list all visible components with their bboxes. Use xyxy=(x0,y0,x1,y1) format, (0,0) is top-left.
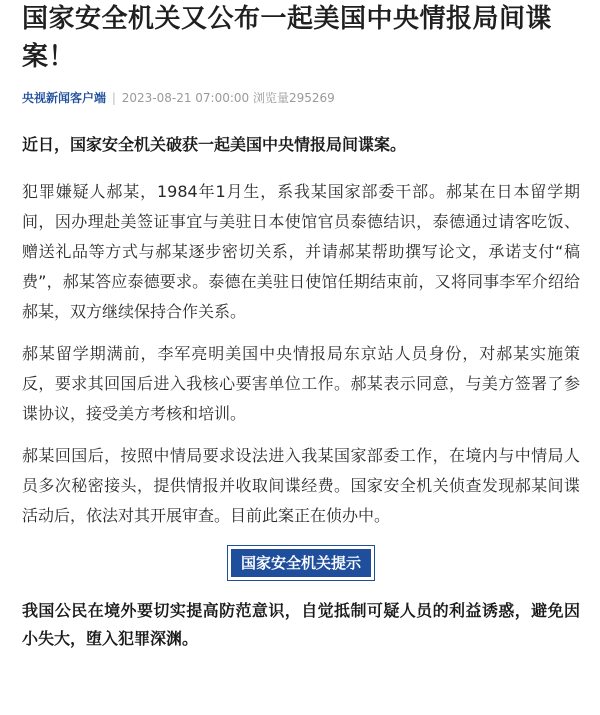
tip-banner xyxy=(227,545,375,581)
article-body xyxy=(22,133,580,653)
view-count: 浏览量295269 xyxy=(253,91,335,105)
tip-banner-wrapper xyxy=(22,545,580,581)
article-title: 国家安全机关又公布一起美国中央情报局间谍案！ xyxy=(22,4,553,72)
body-paragraph-2: 郝某留学期满前，李军亮明美国中央情报局东京站人员身份，对郝某实施策反，要求其回国后进入我核心要害单位工作。郝某表示同意，与美方签署了参谍协议，接受美方考核和培训。 xyxy=(22,344,580,423)
meta-separator: | xyxy=(111,91,116,105)
body-paragraph-3: 郝某回国后，按照中情局要求设法进入我某国家部委工作，在境内与中情局人员多次秘密接头，提供情报并收取间谍经费。国家安全机关侦查发现郝某间谍活动后，依法对其开展审查。目前此案正在侦办中。 xyxy=(22,446,580,525)
article-meta xyxy=(22,90,335,106)
source-name[interactable]: 央视新闻客户端 xyxy=(22,91,107,105)
lead-paragraph: 近日，国家安全机关破获一起美国中央情报局间谍案。 xyxy=(22,135,407,154)
publish-datetime: 2023-08-21 07:00:00 xyxy=(121,91,250,105)
body-paragraph-1: 犯罪嫌疑人郝某，1984年1月生，系我某国家部委干部。郝某在日本留学期间，因办理赴美签证事宜与美驻日本使馆官员泰德结识，泰德通过请客吃饭、赠送礼品等方式与郝某逐步密切关系，并请郝某帮助撰写论文，承诺支付“稿费”，郝某答应泰德要求。泰德在美驻日使馆任期结束前，又将同事李军介绍给郝某，双方继续保持合作关系。 xyxy=(22,182,580,321)
closing-paragraph: 我国公民在境外要切实提高防范意识，自觉抵制可疑人员的利益诱惑，避免因小失大，堕入犯罪深渊。 xyxy=(22,601,580,648)
tip-banner-label: 国家安全机关提示 xyxy=(231,549,371,577)
